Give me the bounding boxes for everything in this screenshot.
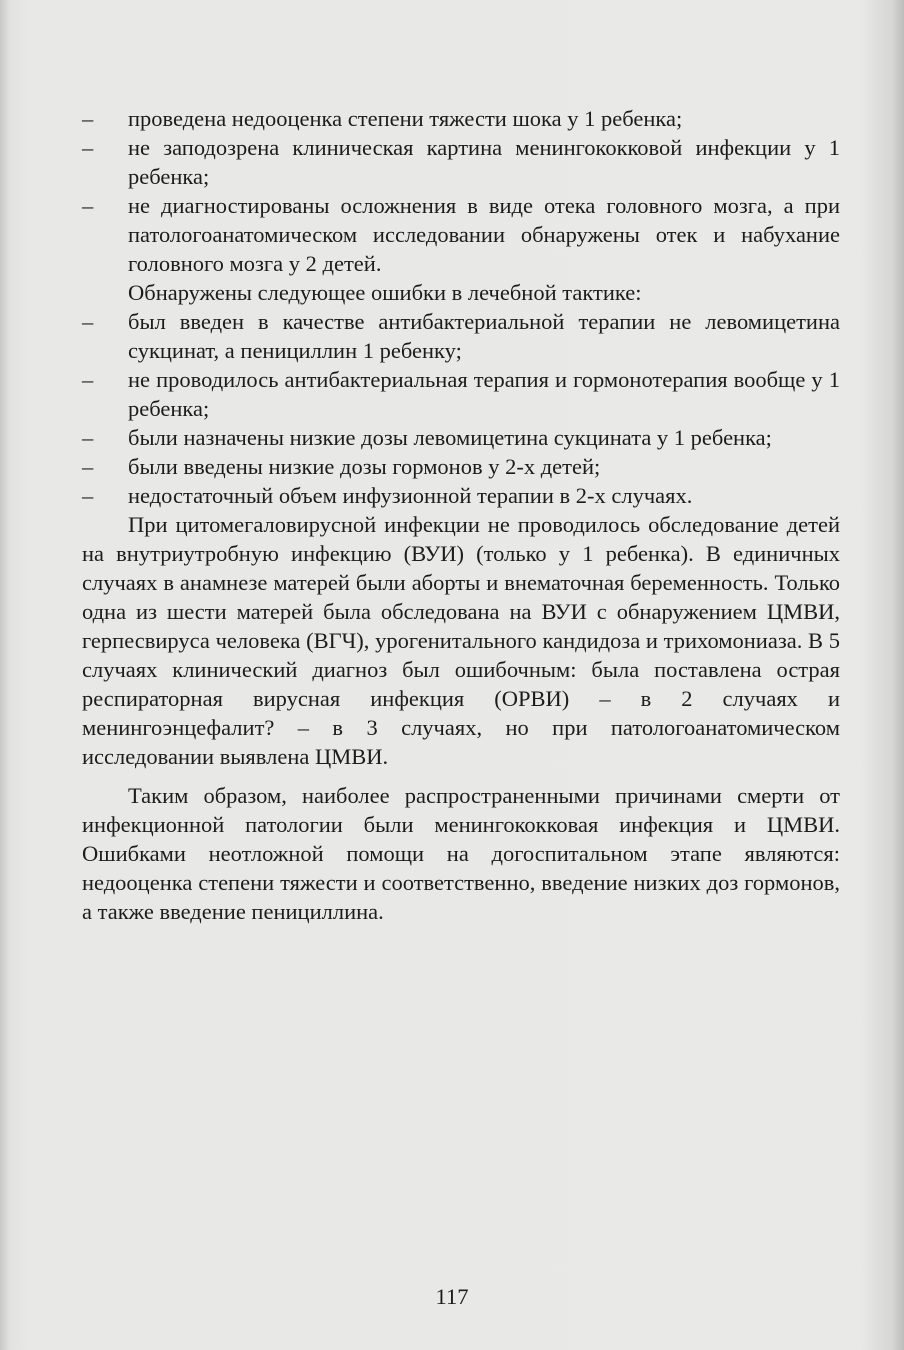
conclusion-paragraph: Таким образом, наиболее распространенными причинами смерти от инфекционной патологии были менингококковая инфекция и ЦМВИ. Ошибками неотложной помощи на догоспитальном этапе являются: недооценка степени тяжести и соответственно, введение низких доз гормонов, а также введение пенициллина. bbox=[82, 783, 840, 924]
list-dash: – bbox=[82, 454, 94, 479]
treatment-errors-list bbox=[82, 307, 840, 510]
list-dash: – bbox=[82, 309, 94, 334]
list-item-text: не проводилось антибактериальная терапия и гормонотерапия вообще у 1 ребенка; bbox=[128, 367, 840, 421]
list-dash: – bbox=[82, 425, 94, 450]
list-item-text: были назначены низкие дозы левомицетина сукцината у 1 ребенка; bbox=[128, 425, 772, 450]
list-item bbox=[82, 307, 840, 365]
list-dash: – bbox=[82, 106, 94, 131]
list-dash: – bbox=[82, 135, 94, 160]
list-item-text: был введен в качестве антибактериальной терапии не левомицетина сукцинат, а пенициллин 1 ребенку; bbox=[128, 309, 840, 363]
cmv-paragraph: При цитомегаловирусной инфекции не проводилось обследование детей на внутриутробную инфекцию (ВУИ) (только у 1 ребенка). В единичных случаях в анамнезе матерей были аборты и внематочная беременность. Только одна из шести матерей была обследована на ВУИ с обнаружением ЦМВИ, герпесвируса человека (ВГЧ), урогенитального кандидоза и трихомониаза. В 5 случаях клинический диагноз был ошибочным: была поставлена острая респираторная вирусная инфекция (ОРВИ) – в 2 случаях и менингоэнцефалит? – в 3 случаях, но при патологоанатомическом исследовании выявлена ЦМВИ. bbox=[82, 512, 840, 769]
list-item-text: проведена недооценка степени тяжести шока у 1 ребенка; bbox=[128, 106, 683, 131]
list-item bbox=[82, 452, 840, 481]
page-number: 117 bbox=[435, 1284, 469, 1309]
list-dash: – bbox=[82, 193, 94, 218]
list-item-text: были введены низкие дозы гормонов у 2-х детей; bbox=[128, 454, 601, 479]
list-item bbox=[82, 423, 840, 452]
list-item bbox=[82, 133, 840, 191]
list-dash: – bbox=[82, 483, 94, 508]
list-item bbox=[82, 481, 840, 510]
list-item-text: не заподозрена клиническая картина менингококковой инфекции у 1 ребенка; bbox=[128, 135, 840, 189]
list-item bbox=[82, 365, 840, 423]
list-item-text: не диагностированы осложнения в виде отека головного мозга, а при патологоанатомическом исследовании обнаружены отек и набухание головного мозга у 2 детей. bbox=[128, 193, 840, 276]
list-item bbox=[82, 191, 840, 278]
list-item-text: недостаточный объем инфузионной терапии в 2-х случаях. bbox=[128, 483, 693, 508]
treatment-errors-intro: Обнаружены следующее ошибки в лечебной тактике: bbox=[128, 280, 642, 305]
list-dash: – bbox=[82, 367, 94, 392]
page-text bbox=[82, 104, 840, 926]
diagnostic-errors-list bbox=[82, 104, 840, 278]
list-item bbox=[82, 104, 840, 133]
